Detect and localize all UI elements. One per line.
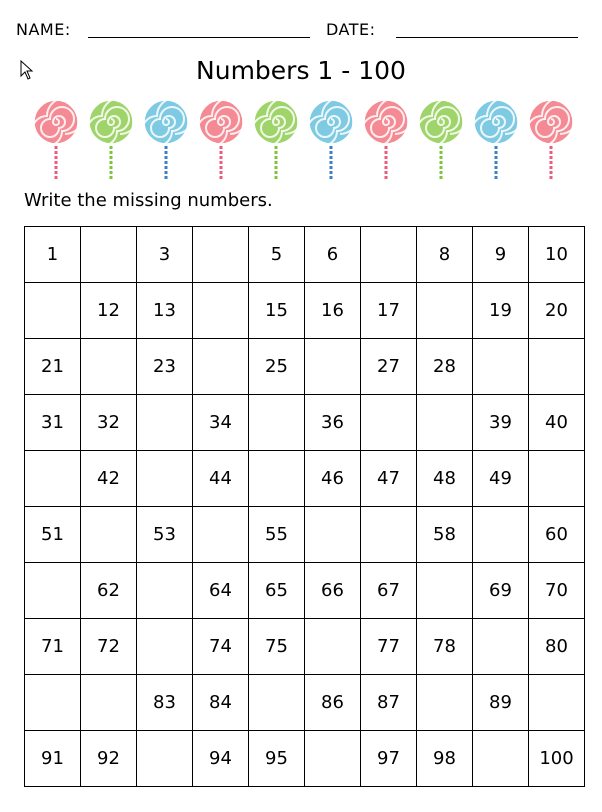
number-cell: 74 (193, 619, 249, 675)
blank-cell[interactable] (473, 731, 529, 787)
blank-cell[interactable] (473, 507, 529, 563)
blank-cell[interactable] (249, 395, 305, 451)
lollipop-icon (472, 98, 520, 182)
grid-row (25, 507, 585, 563)
blank-cell[interactable] (305, 507, 361, 563)
blank-cell[interactable] (193, 283, 249, 339)
number-cell: 86 (305, 675, 361, 731)
number-cell: 53 (137, 507, 193, 563)
lollipop-icon (197, 98, 245, 182)
lollipop-icon (32, 98, 80, 182)
number-cell: 66 (305, 563, 361, 619)
lollipop-icon (252, 98, 300, 182)
number-cell: 55 (249, 507, 305, 563)
number-cell: 71 (25, 619, 81, 675)
number-cell: 77 (361, 619, 417, 675)
number-cell: 21 (25, 339, 81, 395)
number-cell: 69 (473, 563, 529, 619)
blank-cell[interactable] (473, 619, 529, 675)
worksheet-header (16, 18, 586, 42)
number-cell: 27 (361, 339, 417, 395)
number-cell: 25 (249, 339, 305, 395)
number-cell: 15 (249, 283, 305, 339)
number-cell: 9 (473, 227, 529, 283)
blank-cell[interactable] (137, 731, 193, 787)
number-cell: 19 (473, 283, 529, 339)
grid-row (25, 451, 585, 507)
blank-cell[interactable] (137, 563, 193, 619)
number-cell: 13 (137, 283, 193, 339)
blank-cell[interactable] (193, 227, 249, 283)
blank-cell[interactable] (249, 675, 305, 731)
number-cell: 95 (249, 731, 305, 787)
lollipop-icon (142, 98, 190, 182)
number-cell: 91 (25, 731, 81, 787)
blank-cell[interactable] (137, 395, 193, 451)
grid-row (25, 731, 585, 787)
date-label: DATE: (326, 20, 376, 39)
number-cell: 28 (417, 339, 473, 395)
number-cell: 20 (529, 283, 585, 339)
blank-cell[interactable] (81, 675, 137, 731)
number-cell: 32 (81, 395, 137, 451)
blank-cell[interactable] (473, 339, 529, 395)
number-cell: 65 (249, 563, 305, 619)
number-cell: 42 (81, 451, 137, 507)
number-cell: 8 (417, 227, 473, 283)
lollipop-icon (87, 98, 135, 182)
number-cell: 36 (305, 395, 361, 451)
blank-cell[interactable] (25, 563, 81, 619)
number-cell: 97 (361, 731, 417, 787)
number-cell: 92 (81, 731, 137, 787)
blank-cell[interactable] (529, 675, 585, 731)
number-cell: 5 (249, 227, 305, 283)
number-cell: 87 (361, 675, 417, 731)
blank-cell[interactable] (81, 507, 137, 563)
grid-row (25, 227, 585, 283)
blank-cell[interactable] (193, 507, 249, 563)
lollipop-icon (307, 98, 355, 182)
number-cell: 3 (137, 227, 193, 283)
blank-cell[interactable] (25, 283, 81, 339)
number-cell: 23 (137, 339, 193, 395)
number-cell: 100 (529, 731, 585, 787)
number-cell: 49 (473, 451, 529, 507)
blank-cell[interactable] (193, 339, 249, 395)
number-cell: 58 (417, 507, 473, 563)
number-cell: 75 (249, 619, 305, 675)
grid-row (25, 563, 585, 619)
number-cell: 31 (25, 395, 81, 451)
blank-cell[interactable] (137, 619, 193, 675)
date-line[interactable] (396, 37, 578, 38)
number-cell: 34 (193, 395, 249, 451)
grid-row (25, 283, 585, 339)
page-title: Numbers 1 - 100 (196, 56, 406, 85)
number-cell: 12 (81, 283, 137, 339)
blank-cell[interactable] (529, 339, 585, 395)
instruction-text: Write the missing numbers. (24, 190, 273, 211)
blank-cell[interactable] (81, 227, 137, 283)
number-cell: 40 (529, 395, 585, 451)
number-cell: 67 (361, 563, 417, 619)
blank-cell[interactable] (529, 451, 585, 507)
blank-cell[interactable] (417, 675, 473, 731)
blank-cell[interactable] (81, 339, 137, 395)
number-cell: 83 (137, 675, 193, 731)
name-line[interactable] (88, 37, 310, 38)
number-cell: 98 (417, 731, 473, 787)
number-cell: 60 (529, 507, 585, 563)
number-cell: 39 (473, 395, 529, 451)
blank-cell[interactable] (361, 227, 417, 283)
blank-cell[interactable] (417, 395, 473, 451)
grid-row (25, 619, 585, 675)
number-cell: 44 (193, 451, 249, 507)
blank-cell[interactable] (417, 563, 473, 619)
blank-cell[interactable] (361, 395, 417, 451)
number-cell: 10 (529, 227, 585, 283)
grid-row (25, 675, 585, 731)
number-cell: 72 (81, 619, 137, 675)
lollipop-icon (527, 98, 575, 182)
grid-row (25, 339, 585, 395)
number-cell: 51 (25, 507, 81, 563)
lollipop-icon (362, 98, 410, 182)
number-cell: 78 (417, 619, 473, 675)
blank-cell[interactable] (25, 451, 81, 507)
number-cell: 84 (193, 675, 249, 731)
blank-cell[interactable] (137, 451, 193, 507)
grid-row (25, 395, 585, 451)
number-cell: 46 (305, 451, 361, 507)
blank-cell[interactable] (417, 283, 473, 339)
number-cell: 62 (81, 563, 137, 619)
number-cell: 94 (193, 731, 249, 787)
lollipop-decoration (32, 98, 580, 182)
blank-cell[interactable] (249, 451, 305, 507)
number-cell: 6 (305, 227, 361, 283)
number-cell: 16 (305, 283, 361, 339)
blank-cell[interactable] (305, 731, 361, 787)
number-cell: 47 (361, 451, 417, 507)
name-label: NAME: (16, 20, 71, 39)
blank-cell[interactable] (25, 675, 81, 731)
lollipop-icon (417, 98, 465, 182)
number-cell: 17 (361, 283, 417, 339)
number-cell: 70 (529, 563, 585, 619)
number-cell: 1 (25, 227, 81, 283)
number-cell: 80 (529, 619, 585, 675)
blank-cell[interactable] (361, 507, 417, 563)
blank-cell[interactable] (305, 339, 361, 395)
number-cell: 89 (473, 675, 529, 731)
blank-cell[interactable] (305, 619, 361, 675)
number-cell: 48 (417, 451, 473, 507)
number-grid (24, 226, 585, 787)
number-cell: 64 (193, 563, 249, 619)
